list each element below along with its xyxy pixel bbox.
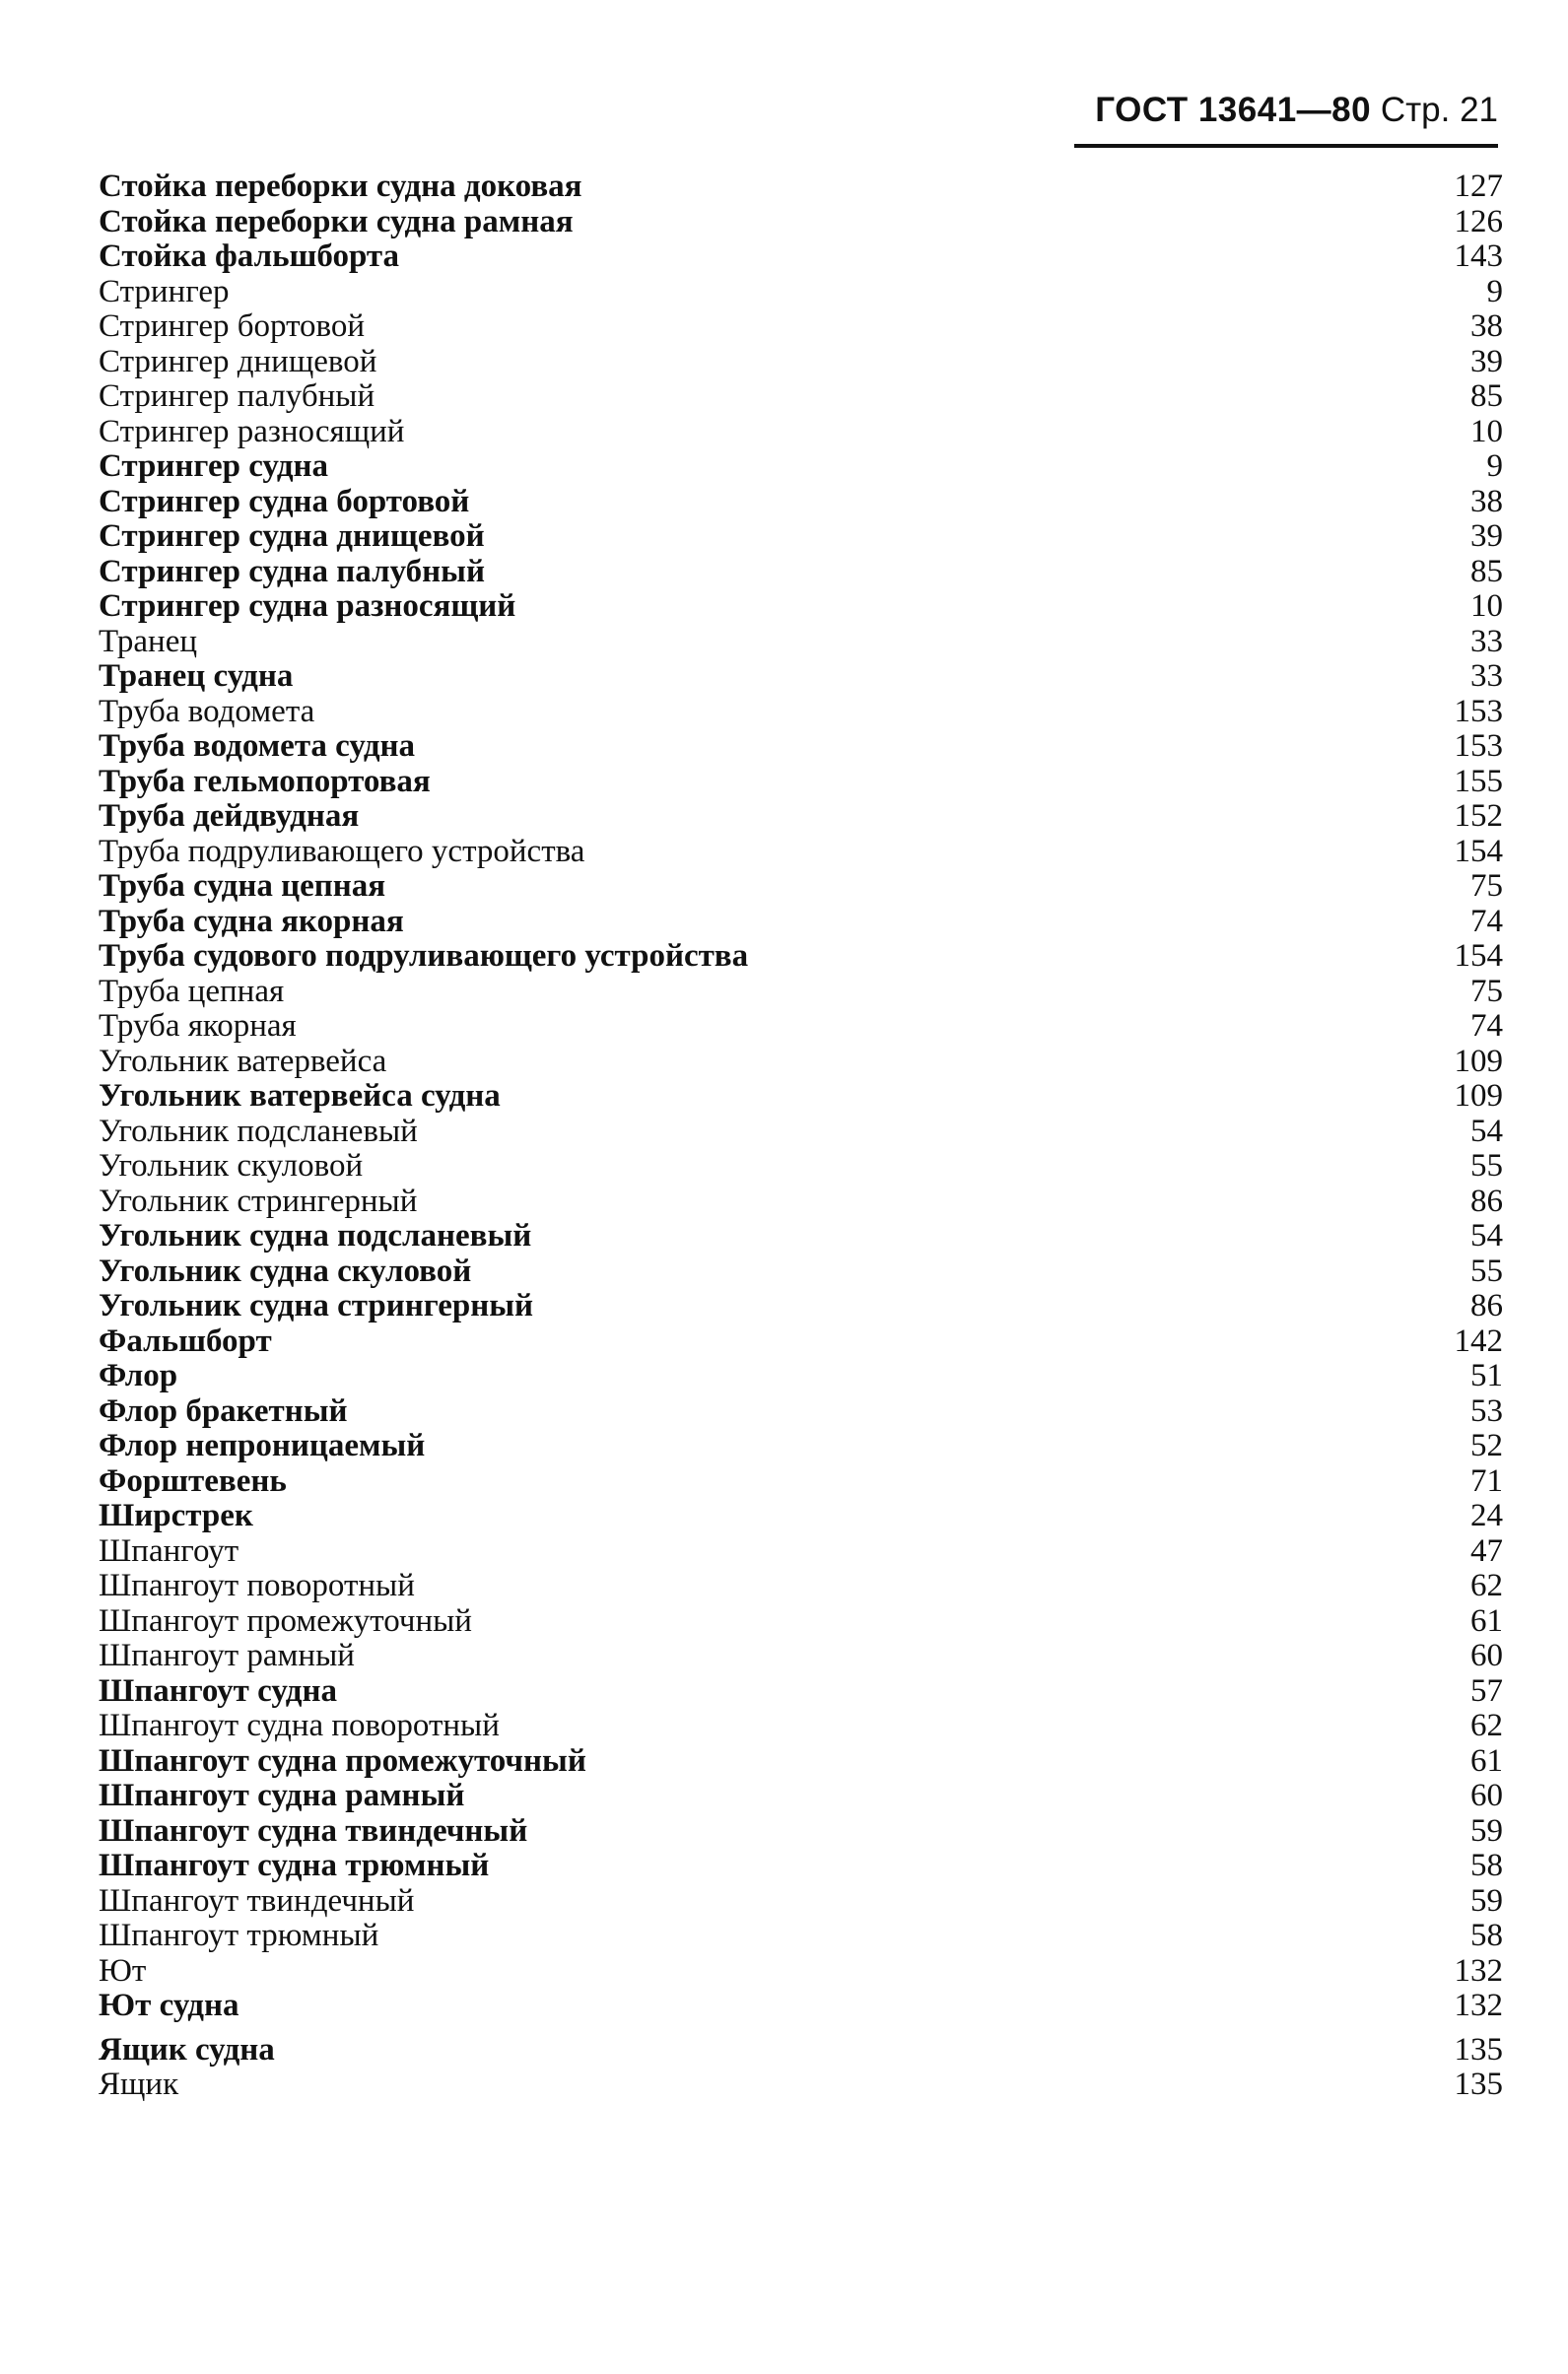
entry-page-number: 24: [1470, 1498, 1503, 1533]
index-entry: [99, 1849, 1503, 1884]
entry-term: Стрингер палубный: [99, 378, 375, 414]
entry-page-number: 33: [1470, 623, 1503, 659]
entry-term: Угольник судна стрингерный: [99, 1288, 534, 1323]
entry-page-number: 155: [1454, 763, 1503, 799]
entry-page-number: 109: [1454, 1043, 1503, 1079]
index-entry: [99, 905, 1503, 940]
entry-term: Труба цепная: [99, 973, 285, 1009]
entry-term: Угольник подсланевый: [99, 1113, 418, 1149]
index-entry: [99, 1009, 1503, 1045]
entry-page-number: 47: [1470, 1532, 1503, 1569]
entry-page-number: 75: [1470, 973, 1503, 1009]
entry-page-number: 143: [1454, 238, 1503, 274]
index-entry: [99, 2033, 1503, 2069]
entry-term: Ют: [99, 1952, 147, 1989]
entry-term: Фальшборт: [99, 1323, 272, 1359]
index-entry: [99, 485, 1503, 520]
index-entry: [99, 1149, 1503, 1185]
index-entry: [99, 1289, 1503, 1324]
entry-page-number: 61: [1470, 1742, 1503, 1779]
header-rule: [1074, 144, 1498, 148]
entry-page-number: 135: [1454, 2031, 1503, 2068]
index-entry: [99, 1534, 1503, 1570]
index-entry: [99, 799, 1503, 835]
index-entry: [99, 765, 1503, 800]
entry-term: Труба водомета судна: [99, 728, 416, 764]
entry-term: Шпангоут трюмный: [99, 1918, 379, 1953]
entry-term: Стрингер судна днищевой: [99, 518, 485, 554]
entry-term: Шпангоут: [99, 1532, 239, 1569]
entry-term: Шпангоут судна рамный: [99, 1778, 465, 1813]
index-entry: [99, 1954, 1503, 1990]
index-entry: [99, 1185, 1503, 1220]
entry-term: Труба гельмопортовая: [99, 763, 431, 799]
index-entry: [99, 205, 1503, 240]
entry-term: Транец: [99, 623, 198, 659]
entry-page-number: 74: [1470, 903, 1503, 939]
entry-term: Шпангоут судна трюмный: [99, 1848, 490, 1883]
entry-page-number: 59: [1470, 1812, 1503, 1849]
entry-page-number: 55: [1470, 1253, 1503, 1289]
entry-term: Форштевень: [99, 1462, 287, 1499]
index-entry: [99, 555, 1503, 590]
entry-page-number: 54: [1470, 1113, 1503, 1149]
index-entry: [99, 1359, 1503, 1394]
index-entry: [99, 939, 1503, 975]
entry-term: Угольник ватервейса судна: [99, 1078, 501, 1114]
entry-page-number: 54: [1470, 1218, 1503, 1254]
entry-term: Угольник ватервейса: [99, 1043, 387, 1079]
entry-term: Стрингер бортовой: [99, 308, 366, 344]
entry-page-number: 60: [1470, 1778, 1503, 1813]
entry-term: Ящик судна: [99, 2031, 275, 2068]
entry-page-number: 154: [1454, 938, 1503, 974]
index-entry: [99, 1779, 1503, 1814]
entry-page-number: 85: [1470, 378, 1503, 414]
index-entry: [99, 1394, 1503, 1430]
entry-term: Труба судна цепная: [99, 868, 386, 904]
index-entry: [99, 275, 1503, 310]
entry-page-number: 86: [1470, 1183, 1503, 1219]
entry-term: Шпангоут рамный: [99, 1638, 355, 1673]
index-entry: [99, 1569, 1503, 1604]
index-entry: [99, 379, 1503, 415]
entry-page-number: 74: [1470, 1008, 1503, 1044]
entry-page-number: 9: [1486, 273, 1503, 309]
entry-page-number: 62: [1470, 1708, 1503, 1743]
entry-page-number: 52: [1470, 1428, 1503, 1463]
index-entry: [99, 1744, 1503, 1780]
page-header: [1074, 81, 1498, 140]
entry-page-number: 58: [1470, 1918, 1503, 1953]
entry-page-number: 132: [1454, 1988, 1503, 2023]
entry-page-number: 154: [1454, 833, 1503, 869]
index-entry: [99, 1255, 1503, 1290]
entry-page-number: 10: [1470, 588, 1503, 624]
entry-page-number: 51: [1470, 1358, 1503, 1393]
index-entry: [99, 1429, 1503, 1464]
index-entry: [99, 415, 1503, 450]
entry-page-number: 152: [1454, 798, 1503, 834]
entry-page-number: 33: [1470, 658, 1503, 694]
index-entry: [99, 345, 1503, 380]
entry-page-number: 53: [1470, 1392, 1503, 1429]
entry-term: Шпангоут судна: [99, 1672, 337, 1709]
entry-term: Стрингер днищевой: [99, 343, 377, 379]
index-entry: [99, 695, 1503, 730]
entry-page-number: 71: [1470, 1462, 1503, 1499]
entry-page-number: 39: [1470, 518, 1503, 554]
entry-term: Ширстрек: [99, 1498, 253, 1533]
index-entry: [99, 1884, 1503, 1920]
entry-term: Стрингер судна палубный: [99, 553, 485, 589]
entry-page-number: 126: [1454, 203, 1503, 239]
index-entry: [99, 1045, 1503, 1080]
entry-term: Флор непроницаемый: [99, 1428, 426, 1463]
entry-term: Шпангоут твиндечный: [99, 1882, 415, 1919]
index-entry: [99, 1079, 1503, 1115]
entry-page-number: 61: [1470, 1602, 1503, 1639]
index-entry: [99, 1219, 1503, 1255]
index-entry: [99, 170, 1503, 205]
entry-term: Труба якорная: [99, 1008, 297, 1044]
index-entry: [99, 1989, 1503, 2024]
entry-term: Стрингер: [99, 273, 230, 309]
entry-term: Труба водомета: [99, 693, 315, 729]
entry-term: Шпангоут судна поворотный: [99, 1708, 500, 1743]
index-entry: [99, 309, 1503, 345]
entry-term: Стрингер судна бортовой: [99, 483, 470, 519]
entry-term: Ящик: [99, 2067, 179, 2102]
entry-term: Труба дейдвудная: [99, 798, 360, 834]
entry-term: Угольник стрингерный: [99, 1183, 418, 1219]
entry-page-number: 86: [1470, 1288, 1503, 1323]
entry-term: Флор: [99, 1358, 178, 1393]
index-entry: [99, 1604, 1503, 1640]
index-entry: [99, 1115, 1503, 1150]
entry-term: Труба судового подруливающего устройства: [99, 938, 749, 974]
entry-term: Транец судна: [99, 658, 294, 694]
entry-page-number: 39: [1470, 343, 1503, 379]
index-entry: [99, 835, 1503, 870]
entry-page-number: 55: [1470, 1148, 1503, 1184]
entry-term: Ют судна: [99, 1988, 239, 2023]
index-entry: [99, 729, 1503, 765]
entry-term: Угольник судна подсланевый: [99, 1218, 532, 1254]
entry-term: Угольник скуловой: [99, 1148, 364, 1184]
entry-page-number: 132: [1454, 1952, 1503, 1989]
entry-term: Стрингер разносящий: [99, 413, 405, 449]
entry-page-number: 109: [1454, 1078, 1503, 1114]
entry-page-number: 10: [1470, 413, 1503, 449]
entry-term: Флор бракетный: [99, 1392, 348, 1429]
index-entry: [99, 239, 1503, 275]
entry-term: Стрингер судна: [99, 448, 329, 484]
index-entry: [99, 975, 1503, 1010]
entry-page-number: 142: [1454, 1323, 1503, 1359]
entry-page-number: 153: [1454, 693, 1503, 729]
index-entry: [99, 869, 1503, 905]
entry-term: Шпангоут поворотный: [99, 1568, 415, 1603]
index-entry: [99, 1674, 1503, 1710]
entry-page-number: 153: [1454, 728, 1503, 764]
entry-term: Стойка переборки судна рамная: [99, 203, 574, 239]
entry-page-number: 62: [1470, 1568, 1503, 1603]
entry-term: Угольник судна скуловой: [99, 1253, 472, 1289]
entry-term: Труба судна якорная: [99, 903, 404, 939]
entry-page-number: 59: [1470, 1882, 1503, 1919]
entry-page-number: 85: [1470, 553, 1503, 589]
entry-page-number: 38: [1470, 483, 1503, 519]
index-entry: [99, 519, 1503, 555]
index-entry: [99, 1324, 1503, 1360]
entry-page-number: 135: [1454, 2067, 1503, 2102]
entry-term: Стрингер судна разносящий: [99, 588, 516, 624]
index-entry: [99, 1639, 1503, 1674]
entry-term: Шпангоут судна промежуточный: [99, 1742, 586, 1779]
standard-number: ГОСТ 13641—80: [1095, 91, 1372, 129]
index-entry: [99, 2068, 1503, 2103]
entry-page-number: 38: [1470, 308, 1503, 344]
entry-page-number: 57: [1470, 1672, 1503, 1709]
entry-page-number: 9: [1486, 448, 1503, 484]
entry-term: Стойка фальшборта: [99, 238, 399, 274]
index-entry: [99, 659, 1503, 695]
index-entry: [99, 1499, 1503, 1534]
entry-term: Труба подруливающего устройства: [99, 833, 585, 869]
entry-page-number: 60: [1470, 1638, 1503, 1673]
entry-page-number: 58: [1470, 1848, 1503, 1883]
index-entry: [99, 1464, 1503, 1500]
index-entry: [99, 589, 1503, 625]
index-entry: [99, 1814, 1503, 1850]
index-entry: [99, 1709, 1503, 1744]
index-entry: [99, 625, 1503, 660]
entry-term: Шпангоут судна твиндечный: [99, 1812, 528, 1849]
entry-page-number: 75: [1470, 868, 1503, 904]
entry-term: Стойка переборки судна доковая: [99, 169, 582, 204]
page-number-label: Стр. 21: [1380, 91, 1498, 129]
entry-term: Шпангоут промежуточный: [99, 1602, 472, 1639]
index-entry: [99, 449, 1503, 485]
index-list: [99, 170, 1503, 2103]
index-entry: [99, 1919, 1503, 1954]
entry-page-number: 127: [1454, 169, 1503, 204]
